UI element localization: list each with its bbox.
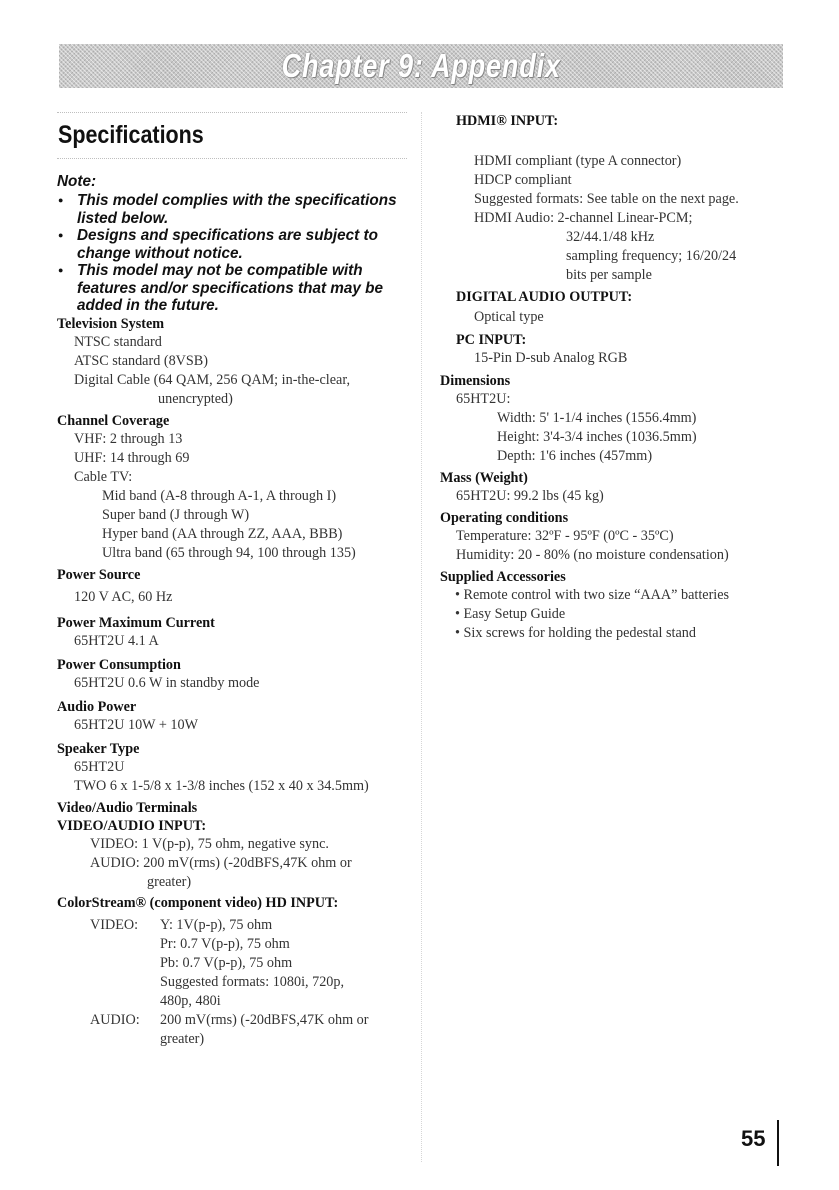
power-max-block bbox=[57, 614, 407, 651]
spec-line: ATSC standard (8VSB) bbox=[74, 352, 208, 369]
spec-line: Depth: 1'6 inches (457mm) bbox=[497, 448, 653, 464]
spec-line: greater) bbox=[160, 1030, 205, 1047]
channel-coverage-block bbox=[57, 412, 407, 563]
spec-heading: ColorStream® (component video) HD INPUT: bbox=[57, 894, 339, 911]
section-title: Specifications bbox=[58, 121, 204, 149]
chapter-banner bbox=[59, 44, 783, 88]
spec-line: Pr: 0.7 V(p-p), 75 ohm bbox=[160, 935, 290, 952]
spec-line: Width: 5' 1-1/4 inches (1556.4mm) bbox=[497, 410, 697, 426]
spec-line: 65HT2U bbox=[74, 758, 125, 775]
spec-line: greater) bbox=[147, 873, 192, 890]
spec-line: UHF: 14 through 69 bbox=[74, 449, 190, 466]
video-label: VIDEO: bbox=[90, 916, 139, 933]
terminals-block bbox=[57, 799, 407, 892]
accessories-block bbox=[440, 568, 790, 643]
note-box bbox=[57, 173, 407, 315]
hdmi-block bbox=[440, 112, 790, 285]
spec-heading: Audio Power bbox=[57, 698, 137, 715]
right-column bbox=[440, 112, 790, 643]
spec-line: 120 V AC, 60 Hz bbox=[74, 588, 173, 605]
colorstream-audio-row bbox=[57, 1011, 407, 1049]
spec-line: VHF: 2 through 13 bbox=[74, 430, 183, 447]
power-source-block bbox=[57, 566, 407, 607]
spec-line: Humidity: 20 - 80% (no moisture condensation) bbox=[456, 547, 729, 563]
audio-label: AUDIO: bbox=[90, 1011, 140, 1028]
audio-power-block bbox=[57, 698, 407, 735]
spec-line: Optical type bbox=[474, 309, 544, 325]
spec-heading: Mass (Weight) bbox=[440, 470, 528, 486]
note-item: ● Designs and specifications are subject to change without notice. bbox=[57, 227, 407, 262]
page-number: 55 bbox=[741, 1126, 766, 1151]
spec-line: Suggested formats: See table on the next page. bbox=[474, 191, 739, 207]
spec-line: 65HT2U: 99.2 lbs (45 kg) bbox=[456, 488, 604, 504]
spec-line: 65HT2U 0.6 W in standby mode bbox=[74, 674, 260, 691]
spec-line: Height: 3'4-3/4 inches (1036.5mm) bbox=[497, 429, 697, 445]
spec-line: Super band (J through W) bbox=[102, 506, 250, 523]
pc-input-block bbox=[440, 331, 790, 368]
accessory-item: • Remote control with two size “AAA” batteries bbox=[440, 586, 790, 605]
spec-line: HDMI compliant (type A connector) bbox=[474, 153, 682, 169]
operating-block bbox=[440, 509, 790, 565]
spec-heading: Video/Audio Terminals bbox=[57, 799, 198, 816]
note-title: Note: bbox=[57, 173, 97, 190]
spec-line: Pb: 0.7 V(p-p), 75 ohm bbox=[160, 954, 293, 971]
spec-line: 32/44.1/48 kHz bbox=[566, 229, 655, 245]
spec-line: Hyper band (AA through ZZ, AAA, BBB) bbox=[102, 525, 343, 542]
spec-heading: PC INPUT: bbox=[456, 332, 527, 348]
spec-line: Ultra band (65 through 94, 100 through 135) bbox=[102, 544, 356, 561]
speaker-type-block bbox=[57, 740, 407, 796]
spec-line: bits per sample bbox=[566, 267, 652, 283]
colorstream-video-row bbox=[57, 916, 407, 1011]
accessory-item: • Easy Setup Guide bbox=[440, 605, 790, 624]
note-item: ● This model may not be compatible with features and/or specifications that may be added in the future. bbox=[57, 262, 407, 315]
spec-heading: Supplied Accessories bbox=[440, 569, 566, 585]
video-values bbox=[160, 916, 344, 1011]
digital-audio-block bbox=[440, 288, 790, 327]
dimensions-block bbox=[440, 372, 790, 466]
spec-line: 15-Pin D-sub Analog RGB bbox=[474, 350, 628, 366]
audio-values bbox=[160, 1011, 368, 1049]
tv-system-block bbox=[57, 315, 407, 409]
spec-line: unencrypted) bbox=[158, 390, 233, 407]
spec-heading: Speaker Type bbox=[57, 740, 140, 757]
spec-line: Suggested formats: 1080i, 720p, bbox=[160, 973, 345, 990]
spec-line: Temperature: 32ºF - 95ºF (0ºC - 35ºC) bbox=[456, 528, 674, 544]
spec-heading: Dimensions bbox=[440, 373, 511, 389]
left-column bbox=[57, 112, 407, 1049]
spec-line: Cable TV: bbox=[74, 468, 133, 485]
spec-heading: DIGITAL AUDIO OUTPUT: bbox=[456, 289, 633, 305]
spec-line: sampling frequency; 16/20/24 bbox=[566, 248, 737, 264]
spec-heading: Power Maximum Current bbox=[57, 614, 215, 631]
spec-line: 65HT2U: bbox=[456, 391, 511, 407]
mass-block bbox=[440, 469, 790, 506]
spec-subheading: VIDEO/AUDIO INPUT: bbox=[57, 817, 207, 834]
spec-heading: Power Source bbox=[57, 566, 141, 583]
spec-line: NTSC standard bbox=[74, 333, 162, 350]
spec-line: HDMI Audio: 2-channel Linear-PCM; bbox=[474, 210, 693, 226]
spec-heading: Television System bbox=[57, 315, 165, 332]
spec-line: Mid band (A-8 through A-1, A through I) bbox=[102, 487, 337, 504]
note-list bbox=[57, 192, 407, 315]
column-divider bbox=[421, 112, 422, 1162]
spec-heading: Power Consumption bbox=[57, 656, 181, 673]
spec-line: Y: 1V(p-p), 75 ohm bbox=[160, 916, 273, 933]
spec-line: TWO 6 x 1-5/8 x 1-3/8 inches (152 x 40 x 34.5mm) bbox=[74, 777, 369, 794]
colorstream-block bbox=[57, 894, 407, 1049]
spec-line: HDCP compliant bbox=[474, 172, 572, 188]
spec-heading: HDMI® INPUT: bbox=[456, 113, 559, 129]
spec-line: VIDEO: 1 V(p-p), 75 ohm, negative sync. bbox=[90, 835, 329, 852]
accessory-item: • Six screws for holding the pedestal stand bbox=[440, 624, 790, 643]
power-consumption-block bbox=[57, 656, 407, 693]
spec-line: 65HT2U 10W + 10W bbox=[74, 716, 198, 733]
spec-heading: Operating conditions bbox=[440, 510, 569, 526]
section-top-rule bbox=[57, 112, 407, 113]
note-item: ● This model complies with the specifications listed below. bbox=[57, 192, 407, 227]
section-bottom-rule bbox=[57, 158, 407, 159]
spec-line: 200 mV(rms) (-20dBFS,47K ohm or bbox=[160, 1011, 369, 1028]
spec-line: 65HT2U 4.1 A bbox=[74, 632, 159, 649]
spec-line: AUDIO: 200 mV(rms) (-20dBFS,47K ohm or bbox=[90, 854, 352, 871]
page-number-bar bbox=[777, 1120, 779, 1166]
spec-line: Digital Cable (64 QAM, 256 QAM; in-the-clear, bbox=[74, 371, 351, 388]
spec-line: 480p, 480i bbox=[160, 992, 221, 1009]
chapter-title: Chapter 9: Appendix bbox=[281, 47, 561, 84]
spec-heading: Channel Coverage bbox=[57, 412, 170, 429]
